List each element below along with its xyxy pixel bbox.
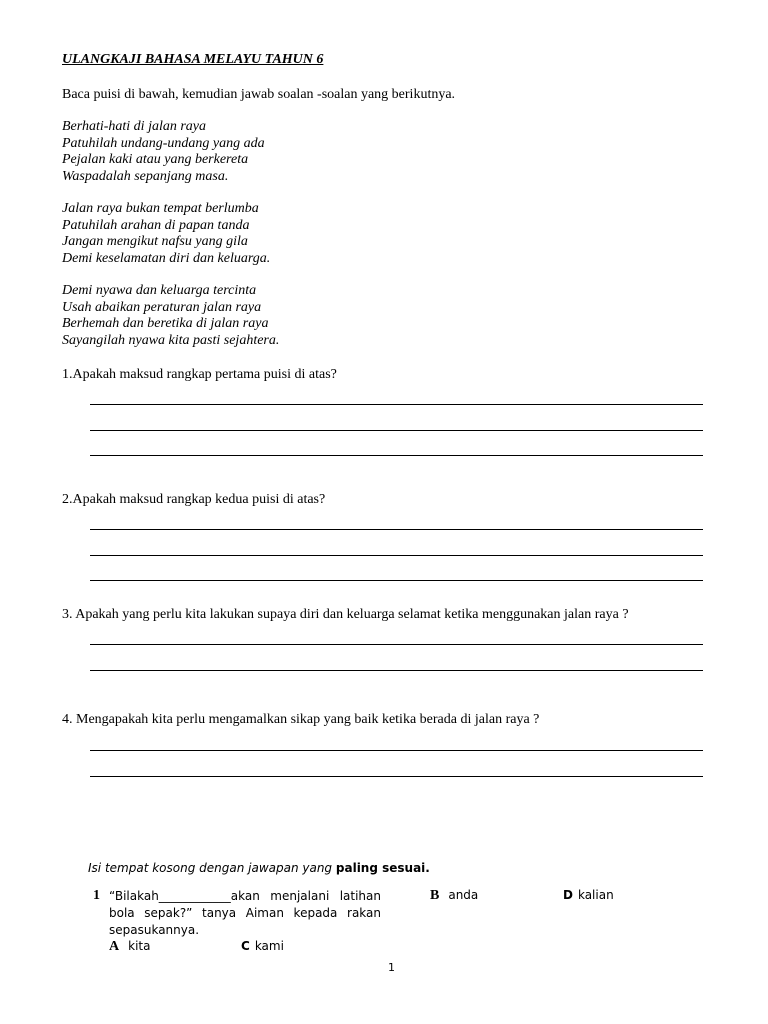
answer-line[interactable] [90,455,703,456]
poem-line: Usah abaikan peraturan jalan raya [62,299,262,315]
poem-stanza-1 [62,119,265,185]
worksheet-title: ULANGKAJI BAHASA MELAYU TAHUN 6 [62,52,324,67]
question-1: 1.Apakah maksud rangkap pertama puisi di atas? [62,367,337,382]
option-text: anda [448,888,479,902]
option-a[interactable] [109,939,150,955]
mcq-question-stem: “Bilakah____________akan menjalani latihan bola sepak?” tanya Aiman kepada rakan sepasukannya. [109,889,381,937]
poem-stanza-3 [62,283,279,349]
option-text: kalian [577,888,614,902]
mcq-instruction-text: Isi tempat kosong dengan jawapan yang [88,861,333,875]
poem-stanza-2 [62,201,270,267]
poem-line: Waspadalah sepanjang masa. [62,168,229,184]
poem-line: Jangan mengikut nafsu yang gila [62,234,248,249]
mcq-instruction-emphasis: paling sesuai. [335,861,430,875]
page-number: 1 [388,961,395,974]
option-text: kami [254,939,284,953]
question-3: 3. Apakah yang perlu kita lakukan supaya diri dan keluarga selamat ketika menggunakan jalan raya ? [62,607,629,622]
poem-line: Demi keselamatan diri dan keluarga. [62,250,271,266]
option-letter: B [430,888,440,903]
poem-line: Patuhilah undang-undang yang ada [62,135,265,151]
answer-line[interactable] [90,776,703,777]
answer-line[interactable] [90,404,703,405]
option-letter: A [109,939,120,954]
option-letter: C [241,939,250,953]
poem-line: Jalan raya bukan tempat berlumba [62,201,259,216]
question-4: 4. Mengapakah kita perlu mengamalkan sikap yang baik ketika berada di jalan raya ? [62,712,540,727]
poem-line: Berhemah dan beretika di jalan raya [62,316,269,331]
poem-line: Pejalan kaki atau yang berkereta [62,152,249,167]
answer-line[interactable] [90,555,703,556]
option-b[interactable] [430,888,478,904]
mcq-instruction [88,861,430,875]
answer-line[interactable] [90,430,703,431]
question-2: 2.Apakah maksud rangkap kedua puisi di atas? [62,492,326,507]
mcq-question-number: 1 [93,888,100,903]
reading-instruction: Baca puisi di bawah, kemudian jawab soalan -soalan yang berikutnya. [62,87,456,102]
option-letter: D [563,888,573,902]
poem-line: Berhati-hati di jalan raya [62,119,207,134]
answer-line[interactable] [90,750,703,751]
answer-line[interactable] [90,580,703,581]
answer-line[interactable] [90,529,703,530]
option-c[interactable] [241,939,284,953]
poem-line: Patuhilah arahan di papan tanda [62,217,250,233]
option-d[interactable] [563,888,614,902]
answer-line[interactable] [90,670,703,671]
poem-line: Sayangilah nyawa kita pasti sejahtera. [62,332,280,348]
answer-line[interactable] [90,644,703,645]
poem-line: Demi nyawa dan keluarga tercinta [62,283,257,298]
option-text: kita [128,939,151,953]
